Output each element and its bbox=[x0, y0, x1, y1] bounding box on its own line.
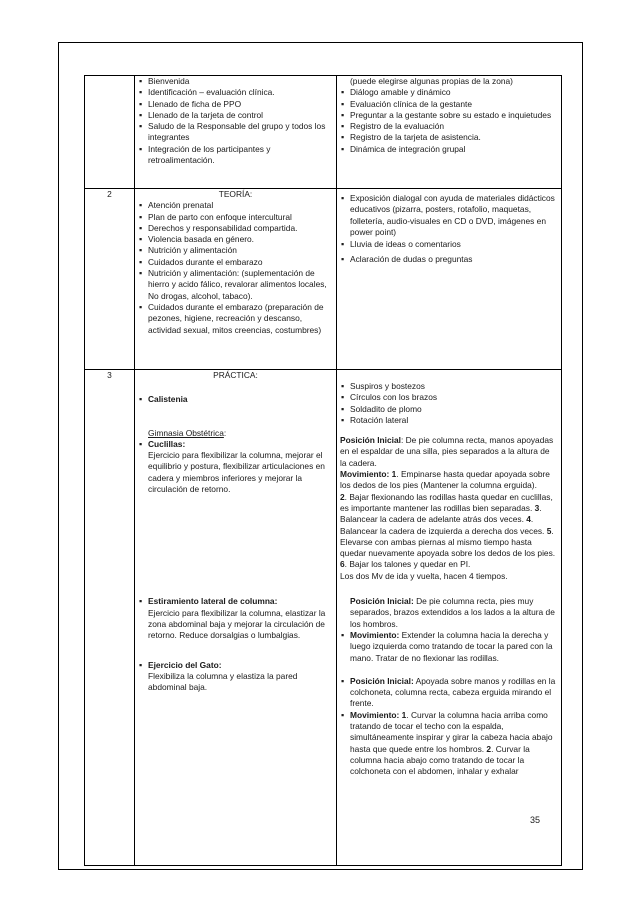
text: De pie columna recta, pies muy separados, brazos extendidos a los lados a la altura de los hombros. bbox=[350, 596, 555, 629]
list-item bbox=[340, 676, 558, 710]
table-row bbox=[85, 76, 562, 189]
list-item: ▪ Exposición dialogal con ayuda de materiales didácticos educativos (pizarra, posters, rotafolio, maquetas, folletería, audio-visuales en CD o DVD, imágenes en power point) bbox=[340, 193, 558, 238]
table-row bbox=[85, 370, 562, 866]
text: . Balancear la cadera de izquierda a derecha dos veces. bbox=[340, 514, 545, 536]
cuclillas-title: Cuclillas: bbox=[148, 438, 186, 449]
list-item bbox=[340, 630, 558, 664]
cuclillas-desc: Ejercicio para flexibilizar la columna, mejorar el equilibrio y postura, flexibilizar articulaciones en cadera y miembros inferiores y mejorar la circulación de retorno. bbox=[148, 450, 325, 495]
step-number: 4 bbox=[526, 514, 531, 525]
bullet-list bbox=[340, 87, 558, 155]
list-item: ▪ Llenado de ficha de PPO bbox=[138, 99, 333, 110]
step-number: 5 bbox=[546, 525, 552, 536]
step-number: 2 bbox=[340, 491, 345, 502]
list-item bbox=[138, 439, 333, 495]
list-item: ▪ Rotación lateral bbox=[340, 415, 558, 426]
list-item: ▪ Aclaración de dudas o preguntas bbox=[340, 254, 558, 265]
intro-text: (puede elegirse algunas propias de la zona) bbox=[350, 76, 513, 86]
text: Apoyada sobre manos y rodillas en la colchoneta, columna recta, cabeza erguida mirando el frente. bbox=[350, 675, 556, 709]
list-item: ▪ Cuidados durante el embarazo (preparación de pezones, higiene, recreación y descanso, actividad sexual, mitos creencias, costumbres) bbox=[138, 302, 333, 336]
list-item: ▪ Atención prenatal bbox=[138, 200, 333, 211]
content-cell bbox=[135, 370, 337, 866]
list-item: ▪ Cuidados durante el embarazo bbox=[138, 257, 333, 268]
gimnasia-heading bbox=[138, 428, 333, 439]
text: : De pie columna recta, manos apoyadas en el espaldar de una silla, pies separados a la altura de la cadera. bbox=[340, 435, 554, 468]
cuclillas-movement bbox=[340, 469, 558, 582]
bullet-list bbox=[138, 660, 333, 694]
text: . Balancear la cadera de adelante atrás dos veces. bbox=[340, 502, 542, 525]
list-item: ▪ Diálogo amable y dinámico bbox=[340, 87, 558, 98]
list-item: ▪ Preguntar a la gestante sobre su estado e inquietudes bbox=[340, 110, 558, 121]
text: . Empinarse hasta quedar apoyada sobre los dedos de los pies (Mantener la columna erguida). bbox=[340, 469, 550, 491]
list-item: ▪ Círculos con los brazos bbox=[340, 392, 558, 403]
list-item bbox=[340, 710, 558, 778]
list-item: ▪ Evaluación clínica de la gestante bbox=[340, 99, 558, 110]
text: Extender la columna hacia la derecha y luego izquierda como tratando de tocar la pared con la mano. Tratar de no flexionar las rodillas. bbox=[350, 629, 553, 663]
list-item: ▪ Plan de parto con enfoque intercultural bbox=[138, 212, 333, 223]
list-item: ▪ Soldadito de plomo bbox=[340, 404, 558, 415]
label: Posición Inicial: bbox=[350, 675, 414, 686]
list-item: ▪ Lluvia de ideas o comentarios bbox=[340, 239, 558, 250]
content-cell bbox=[135, 189, 337, 370]
bullet-list bbox=[340, 630, 558, 664]
label: Posición Inicial bbox=[340, 435, 401, 446]
page-number: 35 bbox=[530, 815, 541, 825]
section-heading: PRÁCTICA: bbox=[213, 370, 258, 380]
label: Posición Inicial: bbox=[350, 596, 414, 607]
content-cell bbox=[135, 76, 337, 189]
text: . Curvar la columna hacia arriba como tratando de tocar el techo con la espalda, simultáneamente inspirar y girar la cabeza hacia abajo hasta que quede entre los hombros. bbox=[350, 709, 553, 754]
cuclillas-position bbox=[340, 435, 558, 469]
step-number: : 1 bbox=[386, 469, 397, 480]
list-item: ▪ Suspiros y bostezos bbox=[340, 381, 558, 392]
step-number: 6 bbox=[340, 559, 345, 570]
bullet-list bbox=[138, 200, 333, 336]
text: . Curvar la columna hacia abajo como tratando de tocar la colchoneta con el abdomen, inhalar y exhalar bbox=[350, 743, 530, 777]
bullet-list bbox=[138, 439, 333, 495]
list-item bbox=[138, 660, 333, 694]
list-item: ▪ Violencia basada en género. bbox=[138, 234, 333, 245]
text: . Bajar flexionando las rodillas hasta quedar en cuclillas, es importante mantener las rodillas bien separadas. bbox=[340, 491, 553, 513]
method-cell bbox=[337, 370, 562, 866]
calistenia-item: ▪ Calistenia bbox=[138, 394, 333, 405]
list-item: ▪ Dinámica de integración grupal bbox=[340, 144, 558, 155]
label: Movimiento bbox=[340, 469, 387, 480]
text: . Elevarse con ambas piernas al mismo tiempo hasta quedar nuevamente apoyada sobre los dedos de los pies. bbox=[340, 525, 556, 559]
list-item: ▪ Identificación – evaluación clínica. bbox=[138, 87, 333, 98]
text: Los dos Mv de ida y vuelta, hacen 4 tiempos. bbox=[340, 570, 508, 581]
list-item: ▪ Nutrición y alimentación bbox=[138, 245, 333, 256]
list-item: ▪ Registro de la evaluación bbox=[340, 121, 558, 132]
section-heading: TEORÍA: bbox=[218, 189, 253, 199]
bullet-list bbox=[340, 381, 558, 426]
bullet-list bbox=[138, 596, 333, 641]
gimnasia-colon: : bbox=[223, 427, 227, 438]
list-item: ▪ Registro de la tarjeta de asistencia. bbox=[340, 132, 558, 143]
list-item: ▪ Integración de los participantes y retroalimentación. bbox=[138, 144, 333, 167]
estiramiento-desc: Ejercicio para flexibilizar la columna, elastizar la zona abdominal baja y mejorar la circulación de retorno. Reduce dorsalgias o lumbalgias. bbox=[148, 607, 326, 641]
step-number: 2 bbox=[486, 743, 492, 754]
bullet-list bbox=[340, 676, 558, 778]
method-cell bbox=[337, 189, 562, 370]
row-number-cell: 2 bbox=[85, 189, 135, 370]
bullet-list bbox=[340, 193, 558, 266]
bullet-list bbox=[138, 76, 333, 166]
row-number-cell bbox=[85, 76, 135, 189]
label: Movimiento: bbox=[350, 709, 400, 720]
step-number: 1 bbox=[399, 709, 407, 720]
list-item: ▪ Llenado de la tarjeta de control bbox=[138, 110, 333, 121]
list-item bbox=[138, 596, 333, 641]
estiramiento-position bbox=[340, 596, 558, 630]
list-item: ▪ Bienvenida bbox=[138, 76, 333, 87]
text: . Bajar los talones y quedar en PI. bbox=[344, 559, 471, 570]
gato-title: Ejercicio del Gato: bbox=[148, 659, 222, 670]
label: Movimiento: bbox=[350, 629, 400, 640]
list-item: ▪ Nutrición y alimentación: (suplementación de hierro y acido fálico, revalorar alimentos locales, No drogas, alcohol, tabaco). bbox=[138, 268, 333, 302]
list-item: ▪ Saludo de la Responsable del grupo y todos los integrantes bbox=[138, 121, 333, 144]
method-cell bbox=[337, 76, 562, 189]
gimnasia-title: Gimnasia Obstétrica bbox=[148, 427, 224, 438]
table-row bbox=[85, 189, 562, 370]
estiramiento-title: Estiramiento lateral de columna: bbox=[148, 596, 278, 607]
bullet-list bbox=[138, 394, 333, 405]
session-table bbox=[84, 75, 562, 866]
row-number-cell: 3 bbox=[85, 370, 135, 866]
gato-desc: Flexibiliza la columna y elastiza la pared abdominal baja. bbox=[148, 670, 298, 693]
step-number: 3 bbox=[534, 502, 540, 513]
list-item: ▪ Derechos y responsabilidad compartida. bbox=[138, 223, 333, 234]
